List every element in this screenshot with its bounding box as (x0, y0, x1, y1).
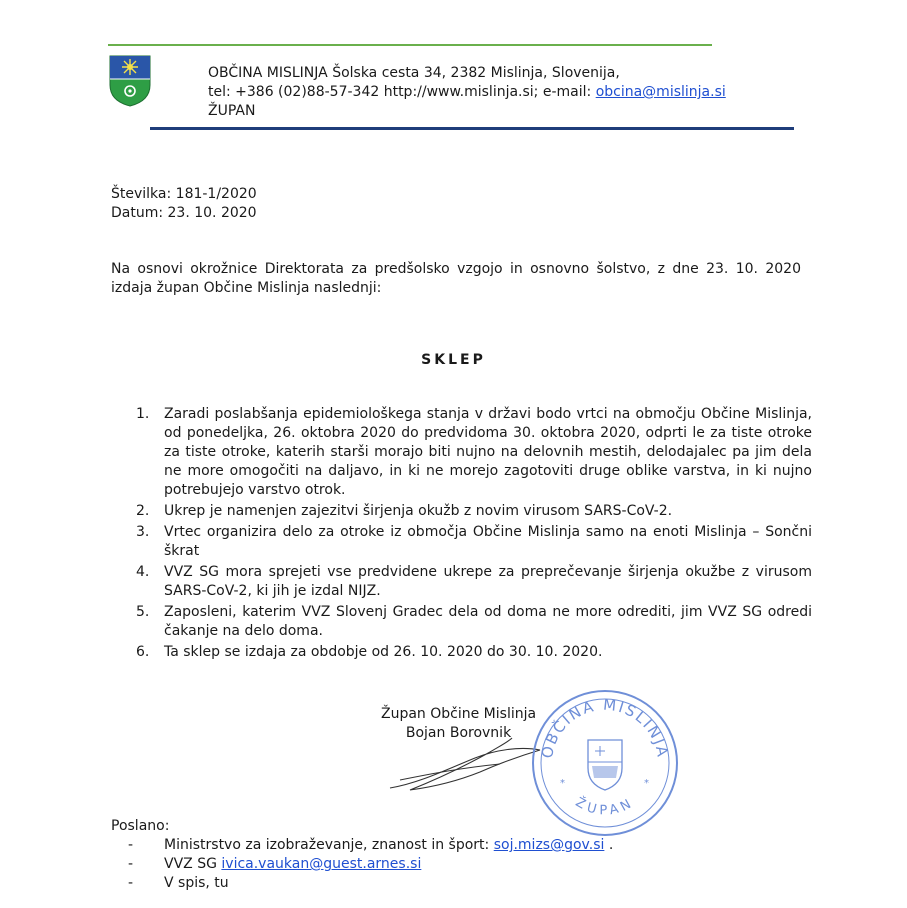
recipients-list (128, 836, 613, 893)
svg-text:*: * (560, 778, 565, 789)
svg-text:ŽUPAN (573, 794, 637, 818)
stamp-crest-icon (588, 740, 622, 790)
header-rule-navy (150, 127, 794, 130)
point-text: Ukrep je namenjen zajezitvi širjenja okužb z novim virusom SARS-CoV-2. (164, 503, 673, 519)
recipient-dash: - (128, 837, 134, 853)
resolution-point (136, 502, 812, 521)
recipient-suffix: . (604, 837, 614, 853)
signature-role: Župan Občine Mislinja (381, 706, 537, 722)
document-meta (111, 185, 257, 223)
resolution-point (136, 405, 812, 500)
handwritten-signature (380, 728, 550, 798)
resolution-points (136, 405, 812, 664)
recipient-email-link[interactable]: ivica.vaukan@guest.arnes.si (221, 856, 422, 872)
point-text: Vrtec organizira delo za otroke iz območja Občine Mislinja samo na enoti Mislinja – Sončni škrat (164, 524, 812, 559)
document-title: SKLEP (421, 352, 486, 368)
point-text: Ta sklep se izdaja za obdobje od 26. 10. 2020 do 30. 10. 2020. (164, 644, 603, 660)
letterhead-role: ŽUPAN (208, 103, 256, 119)
header-rule-green (108, 44, 712, 46)
point-text: VVZ SG mora sprejeti vse predvidene ukrepe za preprečevanje širjenja okužbe z virusom SARS-CoV-2, ki jih je izdal NIJZ. (164, 564, 812, 599)
resolution-point (136, 603, 812, 641)
stamp-top-text: OBČINA MISLINJA (537, 695, 672, 760)
point-number: 4. (136, 564, 150, 580)
point-text: Zaposleni, katerim VVZ Slovenj Gradec dela od doma ne more odrediti, jim VVZ SG odredi čakanje na delo doma. (164, 604, 812, 639)
point-number: 1. (136, 406, 150, 422)
resolution-point (136, 563, 812, 601)
resolution-point (136, 523, 812, 561)
recipient-dash: - (128, 875, 134, 891)
letterhead (208, 64, 726, 121)
official-stamp (530, 688, 680, 838)
municipality-crest-icon (109, 55, 151, 107)
document-date: Datum: 23. 10. 2020 (111, 205, 257, 221)
recipient-item (128, 874, 613, 893)
signature-name: Bojan Borovnik (405, 725, 512, 741)
recipient-text: V spis, tu (164, 875, 229, 891)
point-number: 5. (136, 604, 150, 620)
point-number: 2. (136, 503, 150, 519)
stamp-bottom-text: ŽUPAN (572, 795, 638, 819)
svg-text:*: * (644, 778, 649, 789)
letterhead-contact: tel: +386 (02)88-57-342 http://www.mislinja.si; e-mail: obcina@mislinja.si (208, 84, 726, 100)
recipient-text: VVZ SG (164, 856, 222, 872)
recipient-item (128, 855, 613, 874)
sent-label: Poslano: (111, 818, 170, 834)
resolution-point (136, 643, 812, 662)
email-link[interactable]: obcina@mislinja.si (595, 84, 726, 100)
letterhead-address: OBČINA MISLINJA Šolska cesta 34, 2382 Mislinja, Slovenija, (208, 65, 620, 81)
recipient-dash: - (128, 856, 134, 872)
recipient-item (128, 836, 613, 855)
intro-paragraph: Na osnovi okrožnice Direktorata za predšolsko vzgojo in osnovno šolstvo, z dne 23. 10. 2020 izdaja župan Občine Mislinja naslednji: (111, 261, 801, 296)
point-text: Zaradi poslabšanja epidemiološkega stanja v državi bodo vrtci na območju Občine Mislinja, od ponedeljka, 26. oktobra 2020 do predvidoma 30. oktobra 2020, odprti le za tiste otroke za tiste otroke, katerih starši morajo biti nujno na delovnih mestih, delodajalec pa jim dela ne more omogočiti na daljavo, in ki ne morejo zagotoviti druge oblike varstva, in ki nujno potrebujejo varstvo otrok. (164, 406, 812, 498)
point-number: 3. (136, 524, 150, 540)
point-number: 6. (136, 644, 150, 660)
svg-text:OBČINA MISLINJA (538, 696, 672, 760)
recipient-email-link[interactable]: soj.mizs@gov.si (493, 837, 605, 853)
recipient-text: Ministrstvo za izobraževanje, znanost in šport: (164, 837, 494, 853)
document-number: Številka: 181-1/2020 (111, 186, 257, 202)
